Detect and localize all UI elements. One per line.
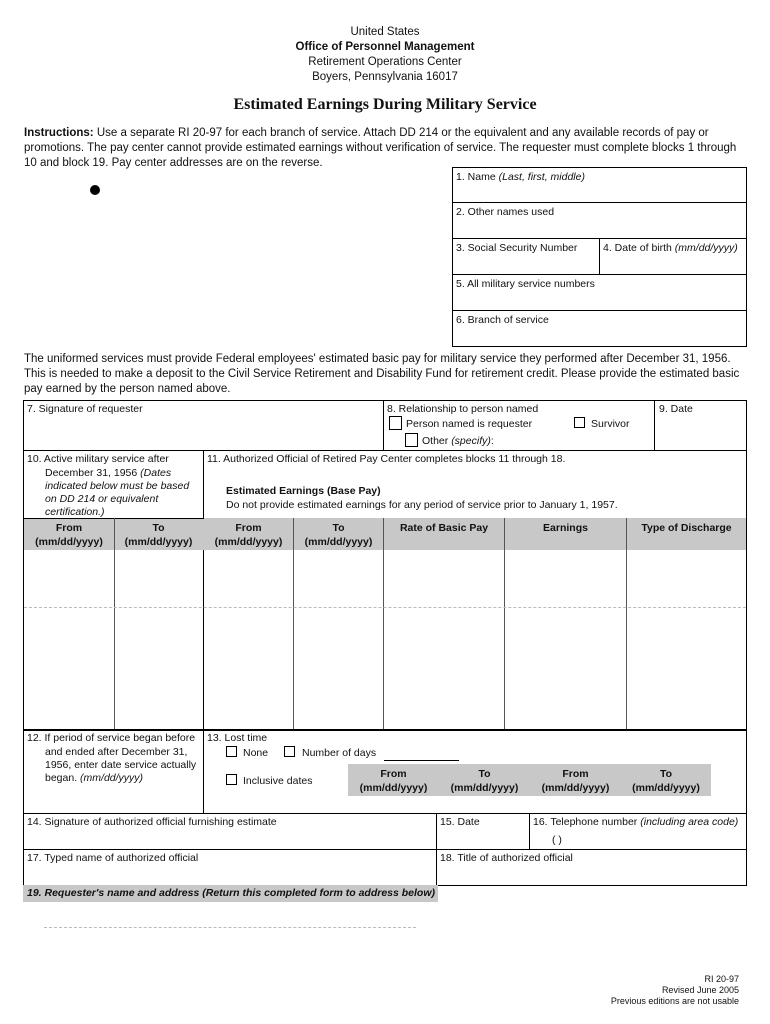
- checkbox-survivor[interactable]: [574, 417, 585, 428]
- block-4-dob[interactable]: [599, 238, 747, 275]
- incl-from-2: [530, 767, 621, 795]
- lost-none-label: None: [243, 747, 269, 759]
- number-of-days-field[interactable]: [384, 760, 459, 761]
- table-row[interactable]: [24, 551, 746, 607]
- block-7-signature-field[interactable]: [24, 416, 382, 450]
- form-number: RI 20-97: [704, 974, 739, 984]
- col-to-1: [114, 521, 203, 549]
- agency-address: Boyers, Pennsylvania 16017: [312, 71, 458, 83]
- block-7-label: 7. Signature of requester: [27, 403, 143, 415]
- block-4-hint: (mm/dd/yyyy): [674, 242, 738, 254]
- block-11-line1: 11. Authorized Official of Retired Pay Center completes blocks 11 through 18.: [207, 453, 566, 465]
- row-divider: [24, 607, 746, 608]
- footer: [540, 974, 739, 1007]
- block-17-label: 17. Typed name of authorized official: [27, 852, 199, 864]
- col-from-1: [24, 521, 114, 549]
- col-rate: Rate of Basic Pay: [399, 522, 489, 534]
- block-10-line4: on DD 214 or equivalent: [45, 493, 159, 505]
- block-3-ssn[interactable]: [452, 238, 600, 275]
- col-from-1-fmt: (mm/dd/yyyy): [35, 536, 103, 548]
- block-16-hint: (including area code): [640, 816, 739, 828]
- block-15-label: 15. Date: [440, 816, 480, 828]
- paragraph: The uniformed services must provide Federal employees' estimated basic pay for military service they performed after December 31, 1956. This is needed to make a deposit to the Civil Service Retirement and Disability Fund for retirement credit. Please provide the estimated basic pay earned by the person named above.: [24, 353, 740, 395]
- col-discharge: Type of Discharge: [641, 522, 732, 534]
- checkbox-number-of-days[interactable]: [284, 746, 295, 757]
- block-2-other-names[interactable]: [452, 202, 747, 239]
- block-5-label: 5. All military service numbers: [456, 278, 595, 290]
- incl-to-2-label: To: [659, 768, 673, 780]
- block-9-label: 9. Date: [659, 403, 693, 415]
- table-row[interactable]: [24, 609, 746, 729]
- col-to-2-label: To: [332, 522, 345, 534]
- incl-from-2-label: From: [562, 768, 589, 780]
- block-15-date-field[interactable]: [437, 830, 528, 849]
- incl-to-1-label: To: [478, 768, 491, 780]
- form-title: Estimated Earnings During Military Service: [233, 96, 537, 113]
- block-10-line5: certification.): [45, 506, 105, 518]
- incl-to-1: [439, 767, 530, 795]
- incl-to-1-fmt: (mm/dd/yyyy): [450, 782, 519, 794]
- number-of-days-label: Number of days: [302, 747, 377, 759]
- agency-name: Office of Personnel Management: [295, 41, 475, 53]
- block-1-label: 1. Name: [456, 171, 499, 183]
- opt-other-label: Other: [422, 435, 452, 447]
- incl-to-2-fmt: (mm/dd/yyyy): [632, 782, 700, 794]
- opt-survivor-label: Survivor: [591, 418, 630, 430]
- block-12-line4: began.: [45, 772, 81, 784]
- block-5-service-numbers[interactable]: [452, 274, 747, 311]
- checkbox-other[interactable]: [405, 433, 418, 447]
- revision-date: Revised June 2005: [661, 985, 739, 995]
- incl-to-2: [621, 767, 711, 795]
- incl-from-1: [348, 767, 439, 795]
- block-14-signature-field[interactable]: [24, 830, 435, 849]
- incl-from-2-fmt: (mm/dd/yyyy): [541, 782, 610, 794]
- block-19-address-field[interactable]: [40, 906, 420, 966]
- block-16-phone-field[interactable]: ( ): [552, 834, 562, 846]
- agency-country: United States: [350, 26, 420, 38]
- col-from-2: [204, 521, 293, 549]
- block-3-label: 3. Social Security Number: [456, 242, 578, 254]
- block-10-line3: indicated below must be based: [45, 480, 190, 492]
- block-12-line3: 1956, enter date service actually: [45, 759, 197, 771]
- col-to-1-fmt: (mm/dd/yyyy): [124, 536, 193, 548]
- block-19-label: 19. Requester's name and address (Return this completed form to address below): [27, 887, 436, 899]
- checkbox-lost-none[interactable]: [226, 746, 237, 757]
- col-to-1-label: To: [152, 522, 165, 534]
- col-to-2-fmt: (mm/dd/yyyy): [304, 536, 373, 548]
- block-1-name[interactable]: [452, 167, 747, 203]
- block-12-line4-hint: (mm/dd/yyyy): [80, 772, 144, 784]
- block-10-line2: December 31, 1956: [45, 467, 141, 479]
- agency-center: Retirement Operations Center: [308, 56, 462, 68]
- block-10-line1: 10. Active military service after: [27, 453, 169, 465]
- block-6-label: 6. Branch of service: [456, 314, 549, 326]
- block-12-line1: 12. If period of service began before: [27, 732, 196, 744]
- checkbox-person-requester[interactable]: [389, 416, 402, 430]
- col-from-2-fmt: (mm/dd/yyyy): [214, 536, 283, 548]
- col-from-2-label: From: [235, 522, 262, 534]
- incl-from-1-fmt: (mm/dd/yyyy): [359, 782, 428, 794]
- edition-note: Previous editions are not usable: [610, 996, 739, 1006]
- block-6-branch[interactable]: [452, 310, 747, 347]
- block-10-line2-hint: (Dates: [140, 467, 172, 479]
- block-1-hint: (Last, first, middle): [498, 171, 585, 183]
- checkbox-inclusive-dates[interactable]: [226, 774, 237, 785]
- incl-from-1-label: From: [380, 768, 407, 780]
- block-18-title-field[interactable]: [437, 866, 746, 885]
- block-17-name-field[interactable]: [24, 866, 435, 885]
- block-12-line2: and ended after December 31,: [45, 746, 188, 758]
- block-18-label: 18. Title of authorized official: [440, 852, 573, 864]
- opt-requester-label: Person named is requester: [406, 418, 533, 430]
- block-14-label: 14. Signature of authorized official furnishing estimate: [27, 816, 277, 828]
- col-to-2: [294, 521, 383, 549]
- instructions-label: Instructions:: [24, 127, 94, 139]
- instructions-text: Use a separate RI 20-97 for each branch of service. Attach DD 214 or the equivalent and any available records of pay or promotions. The pay center cannot provide estimated earnings without verification of service. The requester must complete blocks 1 through 10 and block 19. Pay center addresses are on the reverse.: [24, 127, 737, 169]
- block-13-label: 13. Lost time: [207, 732, 268, 744]
- block-11-subtitle: Estimated Earnings (Base Pay): [226, 485, 381, 497]
- block-11-subtext: Do not provide estimated earnings for any period of service prior to January 1, 1957.: [226, 499, 618, 511]
- col-from-1-label: From: [55, 522, 83, 534]
- block-16-label: 16. Telephone number: [533, 816, 641, 828]
- opt-other-colon: :: [490, 435, 494, 447]
- block-2-label: 2. Other names used: [456, 206, 555, 218]
- block-4-label: 4. Date of birth: [603, 242, 675, 254]
- bullet-icon: [90, 185, 100, 195]
- inclusive-dates-label: Inclusive dates: [243, 775, 313, 787]
- block-8-label: 8. Relationship to person named: [387, 403, 539, 415]
- instructions: [24, 126, 744, 171]
- opt-other-hint: (specify): [451, 435, 491, 447]
- block-9-date-field[interactable]: [656, 416, 746, 450]
- col-earnings: Earnings: [543, 522, 588, 534]
